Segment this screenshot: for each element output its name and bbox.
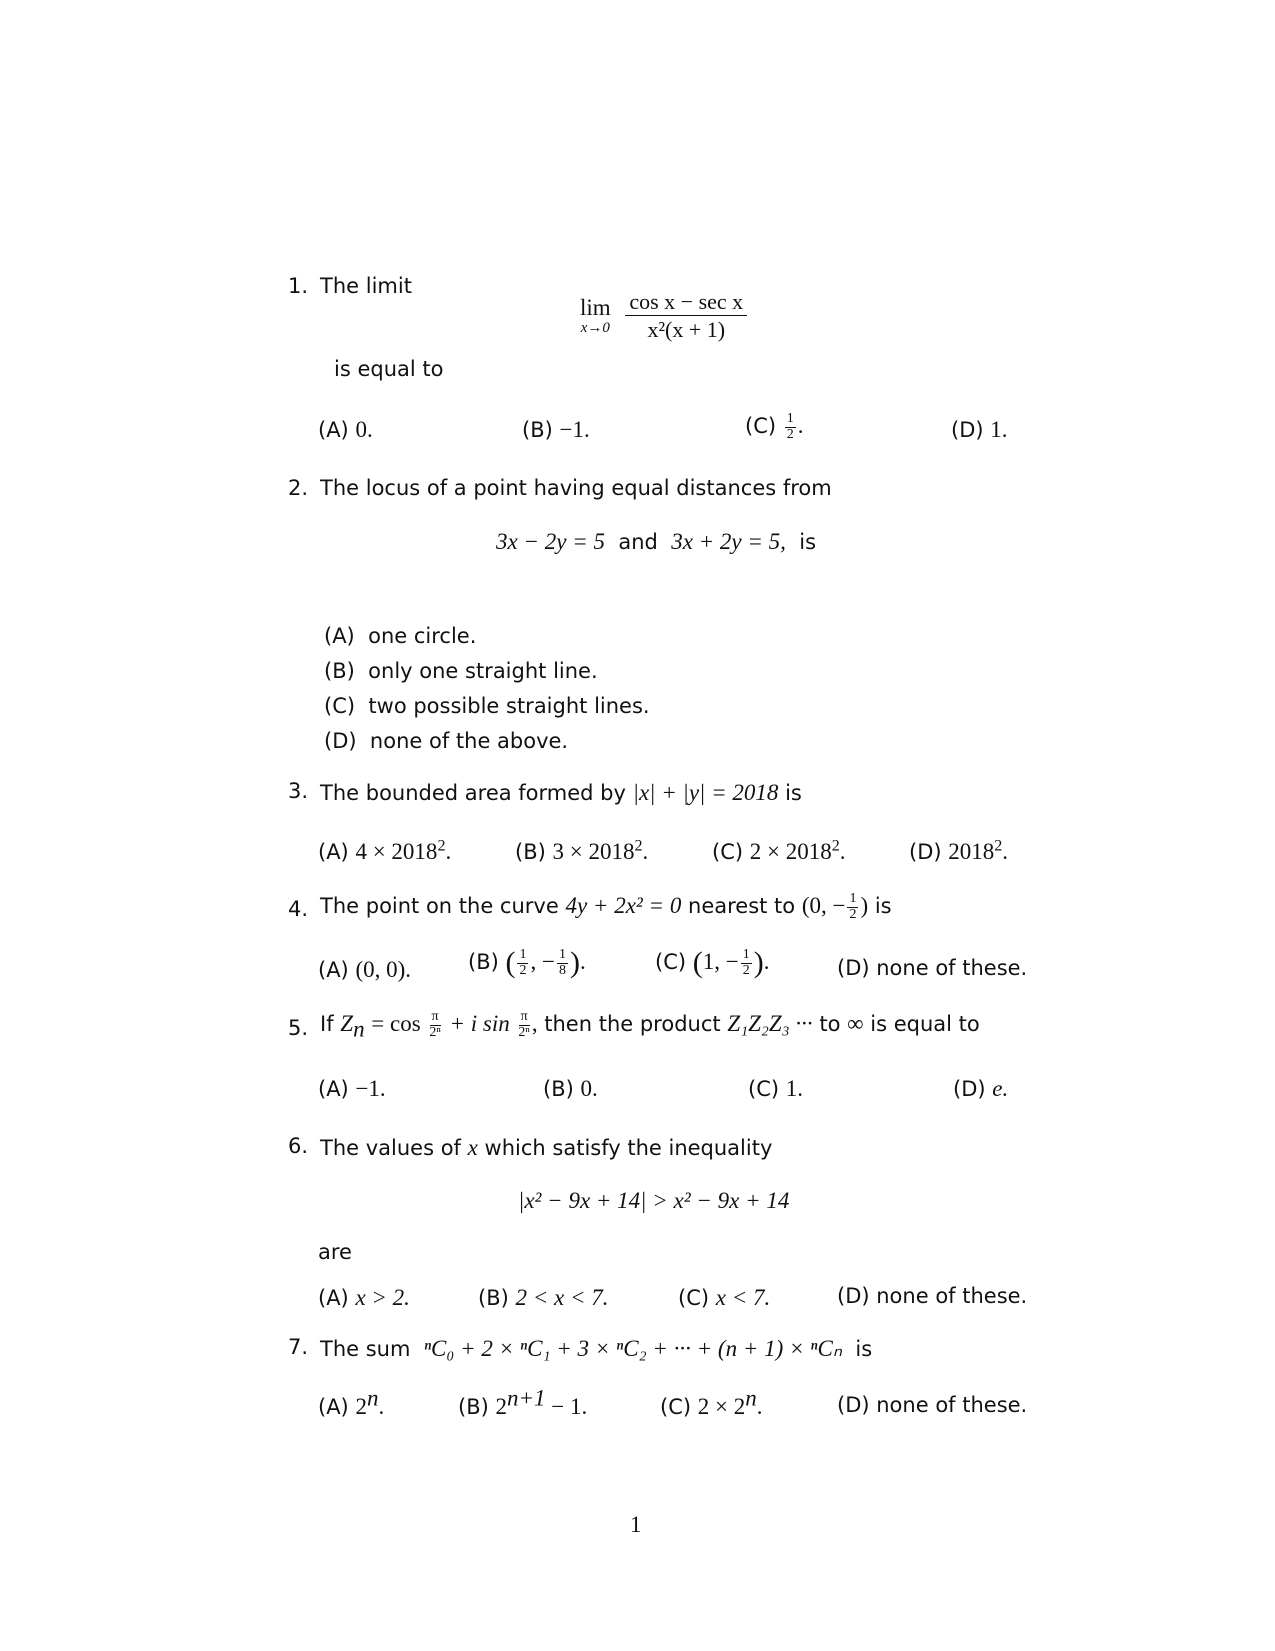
q7-option-a: (A) 2$^n$.: [318, 1385, 385, 1419]
q2-option-c: (C) two possible straight lines.: [324, 694, 650, 718]
q4-option-d: (D) none of these.: [837, 956, 1028, 980]
q2-option-b: (B) only one straight line.: [324, 659, 598, 683]
q6-stem: The values of x which satisfy the inequality: [320, 1135, 773, 1160]
q3-option-d: (D) 2018$^2$.: [909, 837, 1009, 864]
q5-number: 5.: [288, 1016, 309, 1040]
q4-stem: The point on the curve 4y + 2x² = 0 nearest to (0, − $\frac{1}{2}$ ) is: [320, 891, 892, 922]
q6-option-d: (D) none of these.: [837, 1284, 1028, 1308]
q4-option-c: (C) (1, − $\frac{1}{2}$ ).: [655, 946, 770, 980]
page-number: 1: [630, 1512, 642, 1537]
q1-after: is equal to: [334, 357, 444, 381]
q3-option-a: (A) $4 \times 2018^2$.: [318, 837, 452, 864]
q6-option-b: (B) 2 < x < 7.: [478, 1285, 609, 1310]
q6-after: are: [318, 1240, 352, 1264]
q7-option-d: (D) none of these.: [837, 1393, 1028, 1417]
q1-limit-expression: [580, 288, 749, 343]
q7-option-b: (B) $2^{n+1} - 1$.: [458, 1385, 588, 1419]
q2-equations: 3x − 2y = 5 and 3x + 2y = 5, is: [496, 529, 817, 554]
q5-stem: If $Z_n = \cos$ $\frac{\pi}{\text{2ⁿ}}$ + i sin $\frac{\pi}{\text{2ⁿ}}$ , then the product Z₁Z₂Z₃ ··· to ∞ is equal to: [320, 1009, 980, 1042]
q6-number: 6.: [288, 1134, 309, 1158]
q5-option-a: (A) −1.: [318, 1076, 386, 1101]
q7-stem: The sum ⁿC₀ + 2 × ⁿC₁ + 3 × ⁿC₂ + ··· + (n + 1) × ⁿCₙ is: [320, 1336, 873, 1361]
q5-option-c: (C) 1.: [748, 1076, 803, 1101]
q1-option-a: (A) 0.: [318, 417, 373, 442]
q1-option-c: (C) $\frac{1}{2}$ .: [745, 411, 804, 442]
q4-number: 4.: [288, 897, 309, 921]
q6-inequality: |x² − 9x + 14| > x² − 9x + 14: [518, 1188, 790, 1213]
q1-numerator: cos x − sec x: [625, 288, 747, 316]
q4-option-b: (B) ( $\frac{1}{2}$ , − $\frac{1}{8}$ ).: [468, 946, 586, 980]
q1-number: 1.: [288, 274, 309, 298]
q2-option-a: (A) one circle.: [324, 624, 477, 648]
q1-option-b: (B) −1.: [522, 417, 590, 442]
q6-option-c: (C) x < 7.: [678, 1285, 771, 1310]
q7-option-c: (C) $2 \times 2^n$.: [660, 1385, 763, 1419]
q5-option-d: (D) e.: [953, 1076, 1009, 1101]
q3-option-c: (C) $2 \times 2018^2$.: [712, 837, 846, 864]
q2-option-d: (D) none of the above.: [324, 729, 569, 753]
q2-stem: The locus of a point having equal distances from: [320, 476, 832, 500]
q3-stem: The bounded area formed by |x| + |y| = 2018 is: [320, 780, 802, 805]
q2-number: 2.: [288, 476, 309, 500]
q1-option-d: (D) 1.: [951, 417, 1008, 442]
q1-stem: The limit: [320, 274, 412, 298]
q1-fraction: [625, 288, 747, 343]
q4-option-a: (A) (0, 0).: [318, 957, 412, 982]
q3-option-b: (B) $3 \times 2018^2$.: [515, 837, 649, 864]
q1-lim: lim x→0: [580, 295, 611, 336]
q6-option-a: (A) x > 2.: [318, 1285, 410, 1310]
q1-denominator: x²(x + 1): [647, 317, 726, 343]
q7-number: 7.: [288, 1335, 309, 1359]
q3-number: 3.: [288, 779, 309, 803]
q5-option-b: (B) 0.: [543, 1076, 598, 1101]
